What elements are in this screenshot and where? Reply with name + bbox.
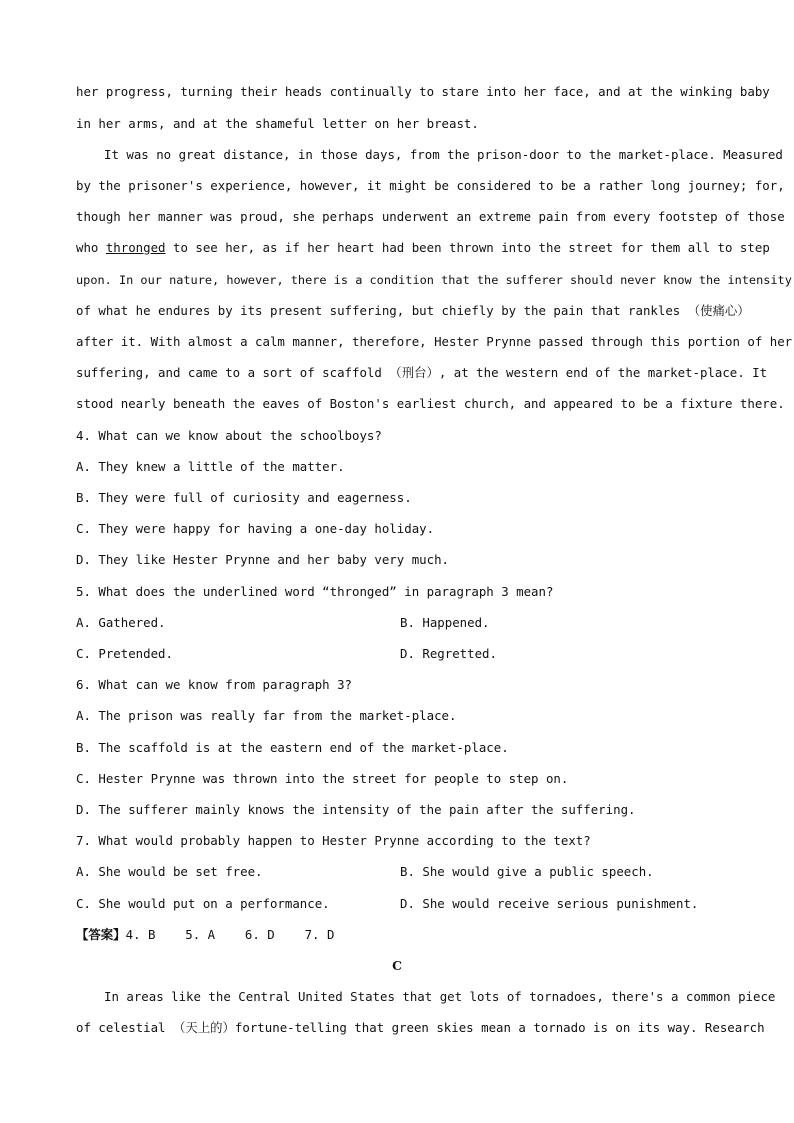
passage-line: in her arms, and at the shameful letter on her breast. <box>76 116 479 131</box>
section-heading: C <box>392 958 402 973</box>
option-row <box>76 615 727 631</box>
option: A. The prison was really far from the market-place. <box>76 708 457 723</box>
answer-label: 【答案】 <box>76 927 126 942</box>
text-fragment: who <box>76 240 106 255</box>
option-row <box>76 646 727 662</box>
answer-key <box>76 927 727 943</box>
option: D. The sufferer mainly knows the intensity of the pain after the suffering. <box>76 802 636 817</box>
option: A. They knew a little of the matter. <box>76 459 345 474</box>
option: D. They like Hester Prynne and her baby very much. <box>76 552 449 567</box>
option: D. Regretted. <box>400 646 497 661</box>
option: C. Pretended. <box>76 646 173 661</box>
passage-line: suffering, and came to a sort of scaffold （刑台）, at the western end of the market-place. It <box>76 365 768 380</box>
option: B. They were full of curiosity and eagerness. <box>76 490 412 505</box>
passage-line <box>76 240 770 256</box>
passage-line: her progress, turning their heads continually to stare into her face, and at the winking baby <box>76 84 770 99</box>
passage-line: by the prisoner's experience, however, it might be considered to be a rather long journey; for, <box>76 178 785 193</box>
text-fragment: to see her, as if her heart had been thrown into the street for them all to step <box>165 240 770 255</box>
question-stem: 4. What can we know about the schoolboys? <box>76 428 382 443</box>
passage-line: of what he endures by its present suffering, but chiefly by the pain that rankles （使痛心） <box>76 303 750 318</box>
option-row <box>76 864 727 880</box>
passage-line: of celestial （天上的）fortune-telling that green skies mean a tornado is on its way. Research <box>76 1020 765 1035</box>
passage-line: In areas like the Central United States that get lots of tornadoes, there's a common piece <box>104 989 776 1004</box>
option: A. Gathered. <box>76 615 166 630</box>
passage-line: though her manner was proud, she perhaps underwent an extreme pain from every footstep of those <box>76 209 785 224</box>
option: C. Hester Prynne was thrown into the street for people to step on. <box>76 771 569 786</box>
option: B. Happened. <box>400 615 490 630</box>
underlined-word: thronged <box>105 240 166 255</box>
answer-text: 4. B 5. A 6. D 7. D <box>125 927 335 942</box>
option: B. The scaffold is at the eastern end of the market-place. <box>76 740 509 755</box>
question-stem: 7. What would probably happen to Hester Prynne according to the text? <box>76 833 591 848</box>
option: C. They were happy for having a one-day holiday. <box>76 521 435 536</box>
passage-line: after it. With almost a calm manner, therefore, Hester Prynne passed through this portion of her <box>76 334 793 349</box>
option: C. She would put on a performance. <box>76 896 330 911</box>
passage-line: It was no great distance, in those days, from the prison-door to the market-place. Measured <box>104 147 783 162</box>
option: A. She would be set free. <box>76 864 263 879</box>
option-row <box>76 896 727 912</box>
option: D. She would receive serious punishment. <box>400 896 699 911</box>
question-stem: 5. What does the underlined word “thronged” in paragraph 3 mean? <box>76 584 554 599</box>
question-stem: 6. What can we know from paragraph 3? <box>76 677 353 692</box>
passage-line: upon. In our nature, however, there is a condition that the sufferer should never know the intensity <box>76 273 792 287</box>
option: B. She would give a public speech. <box>400 864 654 879</box>
passage-line: stood nearly beneath the eaves of Boston's earliest church, and appeared to be a fixture there. <box>76 396 785 411</box>
